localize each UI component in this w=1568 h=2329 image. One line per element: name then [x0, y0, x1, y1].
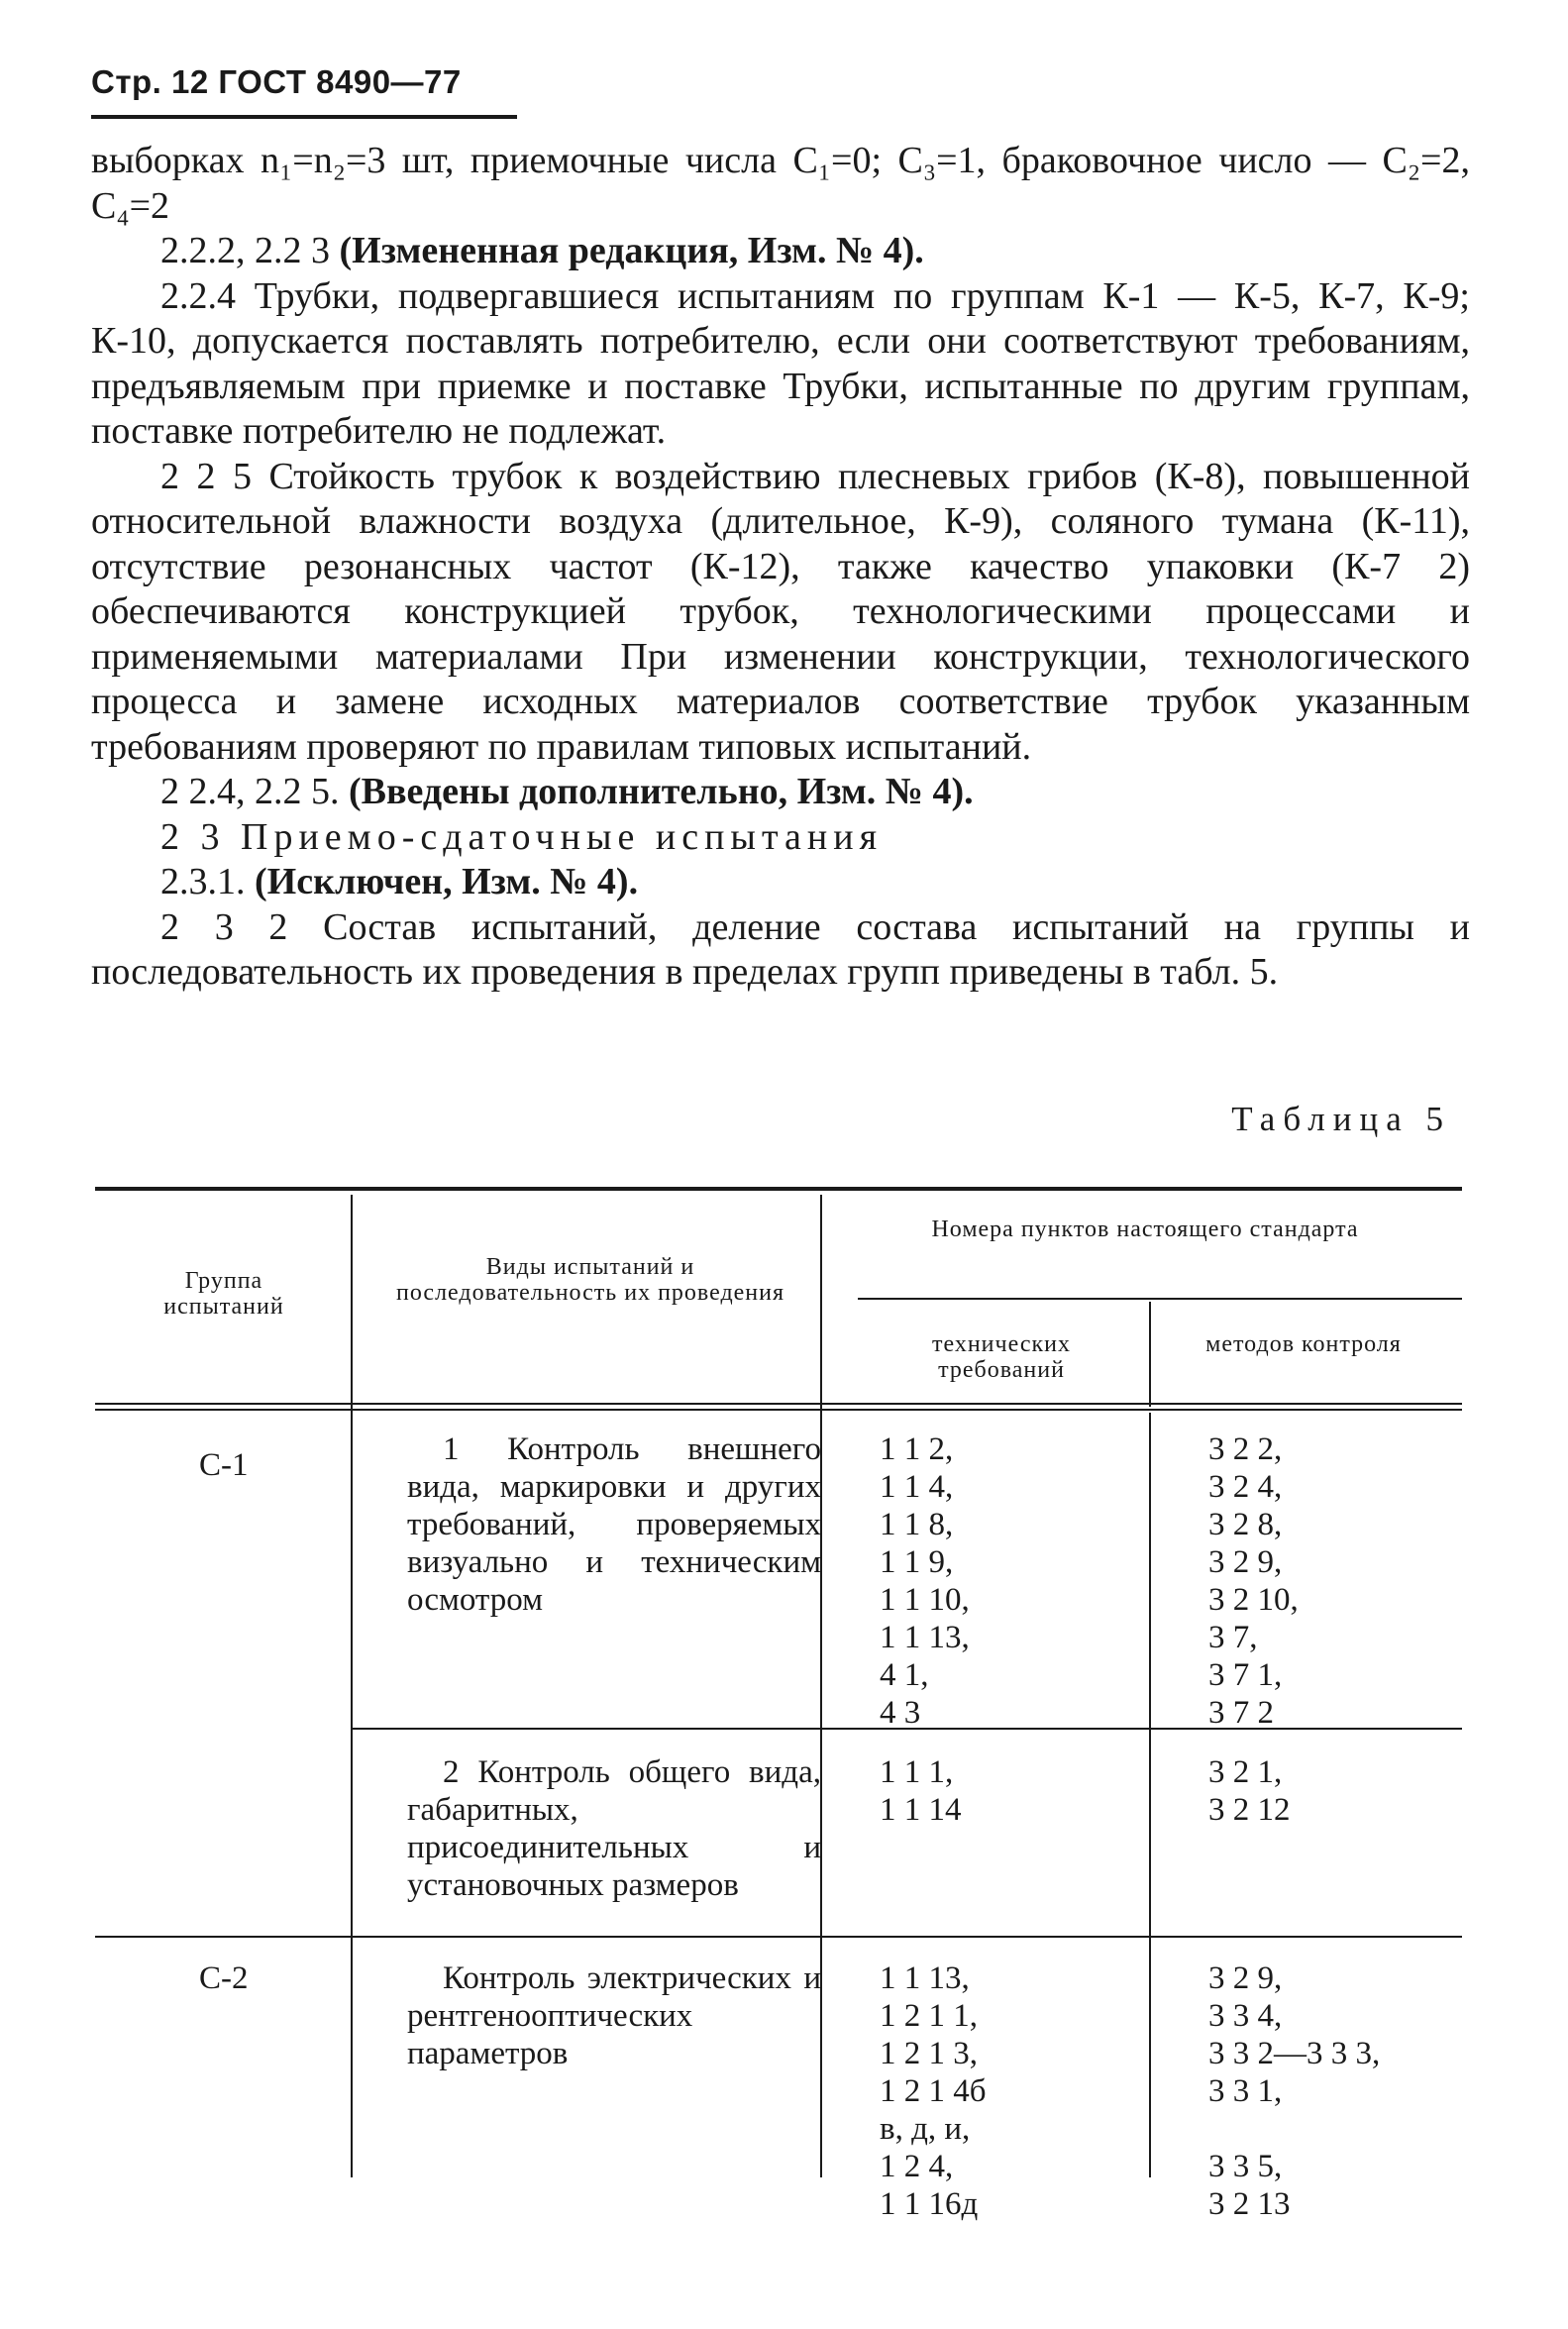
method-ref: 3 2 2,: [1208, 1431, 1283, 1467]
body-text: [91, 139, 1470, 996]
tech-ref: 1 2 1 3,: [880, 2036, 978, 2071]
paragraph-225: 2 2 5 Стойкость трубок к воздействию плесневых грибов (К-8), повышенной относительной влажности воздуха (длительное, К-9), соляного тумана (К-11), отсутствие резонансных частот (К-12), также качество упаковки (К-7 2) обеспечиваются конструкцией трубок, технологическими процессами и применяемыми материалами При изменении конструкции, технологического процесса и замене исходных материалов соответствие трубок указанным требованиям проверяют по правилам типовых испытаний.: [91, 455, 1470, 768]
method-ref: 3 2 12: [1208, 1792, 1291, 1828]
table-row-kind: 2 Контроль общего вида, габаритных, присоединительных и установочных размеров: [407, 1754, 821, 1903]
method-ref: 3 7 2: [1208, 1695, 1274, 1731]
page-header: Стр. 12 ГОСТ 8490—77: [91, 63, 462, 100]
header-rule: [91, 115, 517, 119]
tech-ref: 1 1 4,: [880, 1469, 954, 1505]
table-row-methods-list: [1208, 1753, 1291, 1829]
table-row-methods-list: [1208, 1959, 1380, 2223]
tech-ref: в, д, и,: [880, 2111, 971, 2147]
column-divider-3-body: [1149, 1413, 1151, 2177]
tech-ref: 1 1 13,: [880, 1960, 970, 1996]
method-ref: 3 2 10,: [1208, 1582, 1299, 1618]
amendment-note: (Введены дополнительно, Изм. № 4).: [349, 771, 974, 812]
tech-ref: 1 1 14: [880, 1792, 962, 1828]
header-tech: технических требований: [932, 1331, 1071, 1383]
header-kinds: Виды испытаний и последовательность их проведения: [395, 1254, 785, 1306]
tech-ref: 1 2 1 4б: [880, 2073, 987, 2109]
header-group: Группа испытаний: [163, 1268, 284, 1320]
method-ref: [1208, 2110, 1380, 2148]
method-ref: 3 3 1,: [1208, 2073, 1283, 2109]
section-heading-23: 2 3 Приемо-сдаточные испытания: [160, 815, 884, 858]
table-top-rule: [95, 1187, 1462, 1191]
table-row-kind: 1 Контроль внешнего вида, маркировки и других требований, проверяемых визуально и техническим осмотром: [407, 1431, 821, 1618]
paragraph-224: 2.2.4 Трубки, подвергавшиеся испытаниям по группам К-1 — К-5, К-7, К-9; К-10, допускается поставлять потребителю, если они соответствуют требованиям, предъявляемым при приемке и поставке Трубки, испытанные по другим группам, поставке потребителю не подлежат.: [91, 274, 1470, 452]
header-subrule: [858, 1298, 1462, 1300]
table-row-group: С-1: [199, 1447, 249, 1483]
tech-ref: 4 1,: [880, 1657, 929, 1693]
amendment-note: (Измененная редакция, Изм. № 4).: [339, 230, 924, 271]
row-divider-c2: [95, 1936, 1462, 1938]
method-ref: 3 2 4,: [1208, 1469, 1283, 1505]
column-divider-1: [351, 1195, 353, 2177]
amendment-clause-ref: 2 2.4, 2.2 5.: [160, 771, 349, 812]
method-ref: 3 7 1,: [1208, 1657, 1283, 1693]
method-ref: 3 2 1,: [1208, 1754, 1283, 1790]
method-ref: 3 2 9,: [1208, 1960, 1283, 1996]
method-ref: 3 3 5,: [1208, 2149, 1283, 2184]
tech-ref: 1 2 1 1,: [880, 1998, 978, 2034]
table-caption: Таблица 5: [1231, 1100, 1451, 1138]
table-row-tech-list: [880, 1753, 962, 1829]
method-ref: 3 2 9,: [1208, 1544, 1283, 1580]
amendment-note-224: [91, 770, 1470, 815]
amendment-note-222: [91, 229, 1470, 274]
tech-ref: 1 2 4,: [880, 2149, 954, 2184]
method-ref: 3 3 2—3 3 3,: [1208, 2036, 1381, 2071]
tech-ref: 4 3: [880, 1695, 921, 1731]
amendment-note: (Исключен, Изм. № 4).: [255, 861, 639, 902]
column-divider-3: [1149, 1302, 1151, 1407]
header-methods: методов контроля: [1205, 1331, 1402, 1357]
amendment-clause-ref: 2.3.1.: [160, 861, 255, 902]
tech-ref: 1 1 1,: [880, 1754, 954, 1790]
method-ref: 3 2 13: [1208, 2186, 1291, 2222]
paragraph-232: 2 3 2 Состав испытаний, деление состава испытаний на группы и последовательность их проведения в пределах групп приведены в табл. 5.: [91, 905, 1470, 993]
paragraph-intro: выборках n₁=n₂=3 шт, приемочные числа C₁=0; C₃=1, браковочное число — C₂=2, C₄=2: [91, 140, 1470, 227]
tech-ref: 1 1 2,: [880, 1431, 954, 1467]
method-ref: 3 7,: [1208, 1620, 1258, 1655]
method-ref: 3 3 4,: [1208, 1998, 1283, 2034]
table-row-tech-list: [880, 1430, 970, 1732]
tech-ref: 1 1 16д: [880, 2186, 979, 2222]
amendment-note-231: [91, 860, 1470, 905]
tech-ref: 1 1 9,: [880, 1544, 954, 1580]
table-5: [95, 1187, 1462, 2222]
table-row-methods-list: [1208, 1430, 1299, 1732]
tech-ref: 1 1 10,: [880, 1582, 970, 1618]
tech-ref: 1 1 8,: [880, 1507, 954, 1542]
header-clauses: Номера пунктов настоящего стандарта: [931, 1217, 1359, 1242]
table-row-tech-list: [880, 1959, 987, 2223]
amendment-clause-ref: 2.2.2, 2.2 3: [160, 230, 340, 271]
method-ref: 3 2 8,: [1208, 1507, 1283, 1542]
table-row-kind: Контроль электрических и рентгенооптических параметров: [407, 1960, 821, 2071]
header-bottom-rule: [95, 1403, 1462, 1405]
header-bottom-rule-double: [95, 1409, 1462, 1411]
tech-ref: 1 1 13,: [880, 1620, 970, 1655]
table-row-group: С-2: [199, 1960, 249, 1996]
